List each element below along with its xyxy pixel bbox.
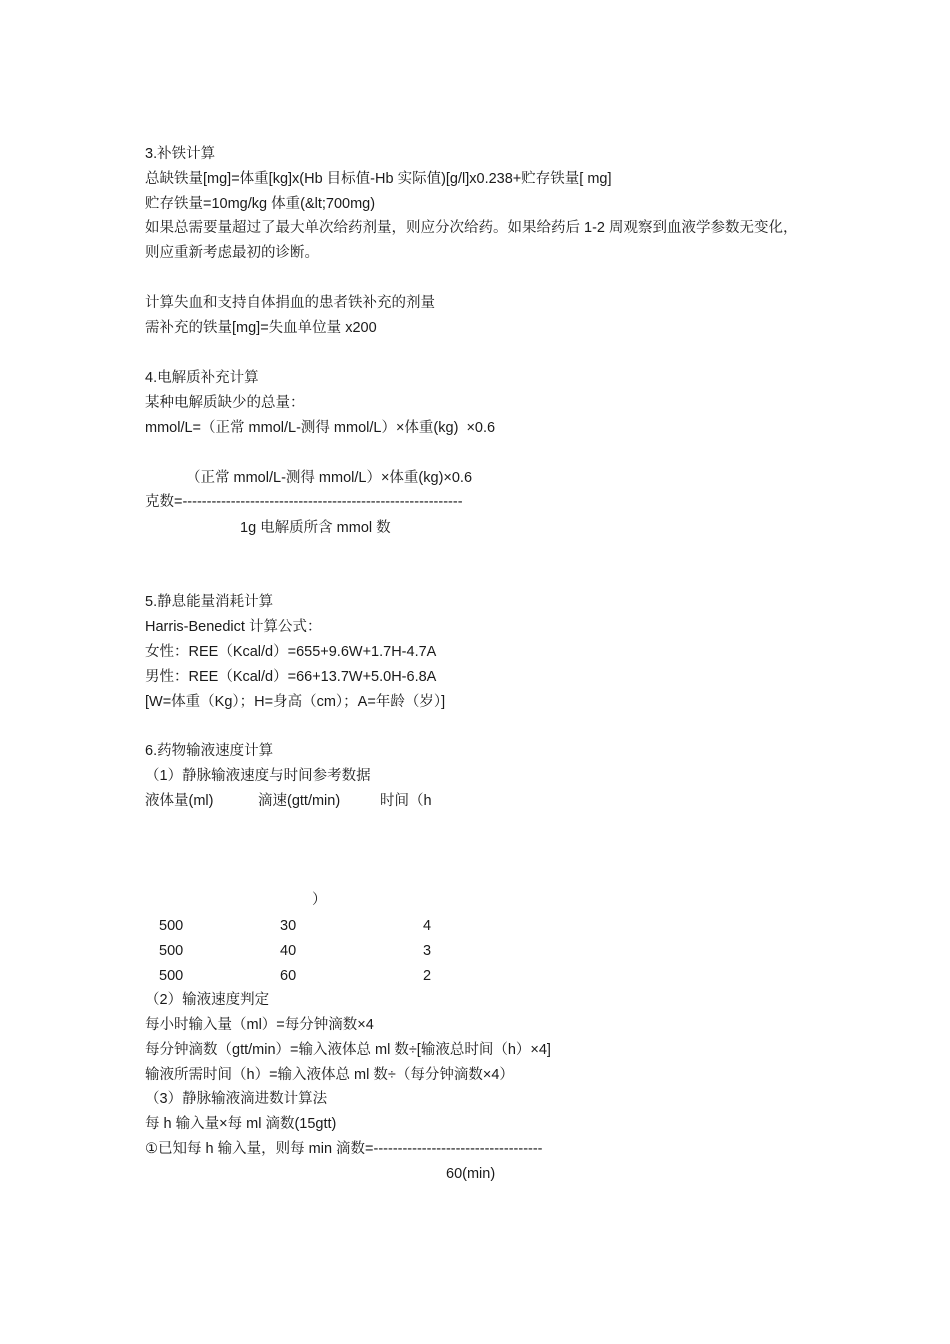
table-header-time: 时间（h <box>380 793 432 809</box>
table-cell: 30 <box>280 918 297 934</box>
table-cell: 40 <box>280 943 297 959</box>
table-cell: 500 <box>159 968 184 984</box>
table-header-drip-rate: 滴速(gtt/min) <box>258 793 341 809</box>
table-cell: 500 <box>159 918 184 934</box>
formula-electrolyte-mmol: mmol/L=（正常 mmol/L-测得 mmol/L）×体重(kg) ×0.6 <box>145 420 496 436</box>
electrolyte-total-label: 某种电解质缺少的总量： <box>145 395 305 411</box>
table-cell: 4 <box>423 918 432 934</box>
subsection-2-title: （2）输液速度判定 <box>145 992 270 1008</box>
formula-grams-denominator: 1g 电解质所含 mmol 数 <box>240 520 391 536</box>
section-4-heading: 4.电解质补充计算 <box>145 370 259 386</box>
table-cell: 60 <box>280 968 297 984</box>
formula-total-iron-deficit: 总缺铁量[mg]=体重[kg]x(Hb 目标值-Hb 实际值)[g/l]x0.238+贮存铁量[ mg] <box>145 171 612 187</box>
formula-drops-per-min-numerator: ①已知每 h 输入量，则每 min 滴数=----------------------------------- <box>145 1141 543 1157</box>
table-cell: 3 <box>423 943 432 959</box>
formula-hourly-drops: 每 h 输入量×每 ml 滴数(15gtt) <box>145 1116 337 1132</box>
formula-ree-female: 女性：REE（Kcal/d）=655+9.6W+1.7H-4.7A <box>145 644 437 660</box>
formula-hourly-volume: 每小时输入量（ml）=每分钟滴数×4 <box>145 1017 374 1033</box>
formula-blood-loss-iron: 需补充的铁量[mg]=失血单位量 x200 <box>145 320 377 336</box>
formula-grams-fraction-line: 克数=---------------------------------------------------------- <box>145 494 463 510</box>
formula-grams-numerator: （正常 mmol/L-测得 mmol/L）×体重(kg)×0.6 <box>186 470 473 486</box>
formula-variable-legend: [W=体重（Kg）；H=身高（cm）；A=年龄（岁）] <box>145 694 446 710</box>
table-cell: 500 <box>159 943 184 959</box>
formula-storage-iron: 贮存铁量=10mg/kg 体重(&lt;700mg) <box>145 196 376 212</box>
paragraph-dosing-note: 如果总需要量超过了最大单次给药剂量，则应分次给药。如果给药后 1-2 周观察到血液学参数无变化，则应重新考虑最初的诊断。 <box>145 220 798 261</box>
formula-ree-male: 男性：REE（Kcal/d）=66+13.7W+5.0H-6.8A <box>145 669 437 685</box>
table-header-volume: 液体量(ml) <box>145 793 214 809</box>
formula-drops-per-min-denominator: 60(min) <box>446 1166 496 1182</box>
table-cell: 2 <box>423 968 432 984</box>
section-6-heading: 6.药物输液速度计算 <box>145 743 274 759</box>
section-5-heading: 5.静息能量消耗计算 <box>145 594 274 610</box>
subsection-1-title: （1）静脉输液速度与时间参考数据 <box>145 768 371 784</box>
section-3-heading: 3.补铁计算 <box>145 146 216 162</box>
formula-infusion-time: 输液所需时间（h）=输入液体总 ml 数÷（每分钟滴数×4） <box>145 1067 514 1083</box>
table-header-time-close: ） <box>312 892 327 908</box>
subsection-3-title: （3）静脉输液滴进数计算法 <box>145 1091 328 1107</box>
harris-benedict-label: Harris-Benedict 计算公式： <box>145 619 322 635</box>
formula-drops-per-minute: 每分钟滴数（gtt/min）=输入液体总 ml 数÷[输液总时间（h）×4] <box>145 1042 551 1058</box>
blood-loss-iron-title: 计算失血和支持自体捐血的患者铁补充的剂量 <box>145 295 435 311</box>
